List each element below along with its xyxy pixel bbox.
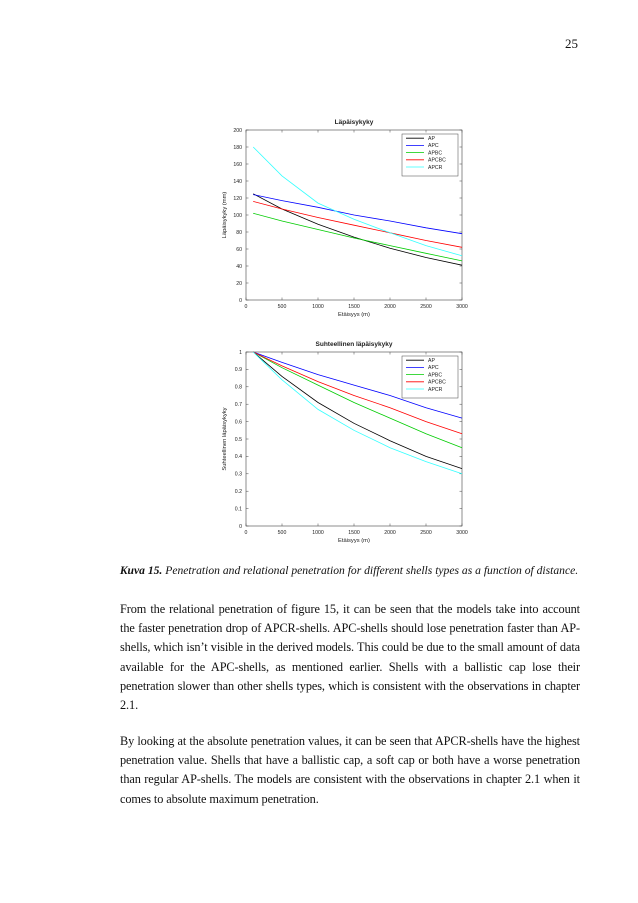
chart-title: Läpäisykyky [334, 119, 374, 126]
x-tick-label: 3000 [456, 530, 468, 536]
legend-label-apcr: APCR [428, 386, 443, 393]
y-tick-label: 100 [233, 212, 242, 219]
x-tick-label: 1000 [312, 530, 324, 536]
legend-label-apbc: APBC [428, 372, 443, 379]
y-tick-label: 0.5 [234, 436, 242, 443]
caption-text: Penetration and relational penetration for different shells types as a function of distance. [165, 564, 579, 577]
figure-15 [200, 114, 490, 550]
caption-label: Kuva 15. [119, 564, 163, 577]
y-tick-label: 80 [236, 229, 242, 236]
y-tick-label: 0.1 [234, 506, 242, 513]
y-tick-label: 60 [236, 246, 242, 253]
page-number: 25 [565, 36, 578, 51]
x-tick-label: 500 [277, 304, 287, 310]
y-axis-label: Suhteellinen läpäisykyky [222, 407, 228, 471]
x-tick-label: 0 [244, 304, 248, 310]
y-tick-label: 20 [236, 280, 242, 287]
y-tick-label: 1 [239, 349, 242, 356]
y-tick-label: 160 [233, 161, 242, 168]
y-tick-label: 0.7 [234, 402, 242, 408]
body-paragraph-1: From the relational penetration of figure 15, it can be seen that the models take into account the faster penetration drop of APCR-shells. APC-shells should lose penetration faster than AP-shells, which isn’t visible in the derived models. This could be due to the small amount of data available for the APC-shells, as mentioned earlier. Shells with a ballistic cap lose their penetration slower than other shells types, which is consistent with the observations in chapter 2.1. [120, 602, 580, 713]
y-tick-label: 140 [233, 178, 242, 185]
chart-title: Suhteellinen läpäisykyky [315, 341, 393, 348]
x-tick-label: 2000 [384, 304, 396, 310]
legend-label-apcbc: APCBC [428, 379, 446, 386]
legend-label-apc: APC [428, 365, 439, 372]
y-tick-label: 0.9 [234, 367, 242, 374]
x-axis-label: Etäisyys (m) [338, 312, 370, 318]
y-tick-label: 200 [233, 127, 242, 134]
x-tick-label: 500 [277, 530, 287, 536]
legend-label-apcr: APCR [428, 164, 443, 171]
x-tick-label: 1500 [348, 530, 360, 536]
y-tick-label: 0 [239, 523, 242, 530]
y-tick-label: 40 [236, 263, 242, 270]
legend-label-apbc: APBC [428, 150, 443, 157]
x-tick-label: 3000 [456, 304, 468, 310]
x-axis-label: Etäisyys (m) [338, 538, 370, 544]
y-tick-label: 0.4 [234, 454, 242, 461]
y-tick-label: 0.6 [234, 419, 242, 426]
legend-label-apcbc: APCBC [428, 157, 446, 164]
legend-label-ap: AP [428, 136, 435, 142]
figure-caption [118, 563, 580, 579]
body-paragraph-2: By looking at the absolute penetration values, it can be seen that APCR-shells have the highest penetration value. Shells that have a ballistic cap, a soft cap or both have a worse penetration than regular AP-shells. The models are consistent with the observations in chapter 2.1 when it comes to absolute maximum penetration. [120, 734, 580, 806]
legend-label-ap: AP [428, 358, 435, 364]
y-axis-label: Läpäisykyky (mm) [222, 191, 228, 239]
y-tick-label: 0.2 [234, 489, 242, 495]
y-tick-label: 0.3 [234, 471, 242, 478]
x-tick-label: 0 [244, 530, 248, 536]
x-tick-label: 1000 [312, 304, 324, 310]
y-tick-label: 0 [239, 297, 242, 304]
x-tick-label: 2500 [420, 530, 432, 536]
y-tick-label: 120 [233, 195, 242, 202]
relational-penetration-chart [200, 340, 490, 550]
penetration-chart [200, 114, 490, 322]
y-tick-label: 180 [233, 144, 242, 151]
x-tick-label: 2500 [420, 304, 432, 310]
legend-label-apc: APC [428, 143, 439, 150]
x-tick-label: 1500 [348, 304, 360, 310]
y-tick-label: 0.8 [234, 384, 242, 391]
x-tick-label: 2000 [384, 530, 396, 536]
